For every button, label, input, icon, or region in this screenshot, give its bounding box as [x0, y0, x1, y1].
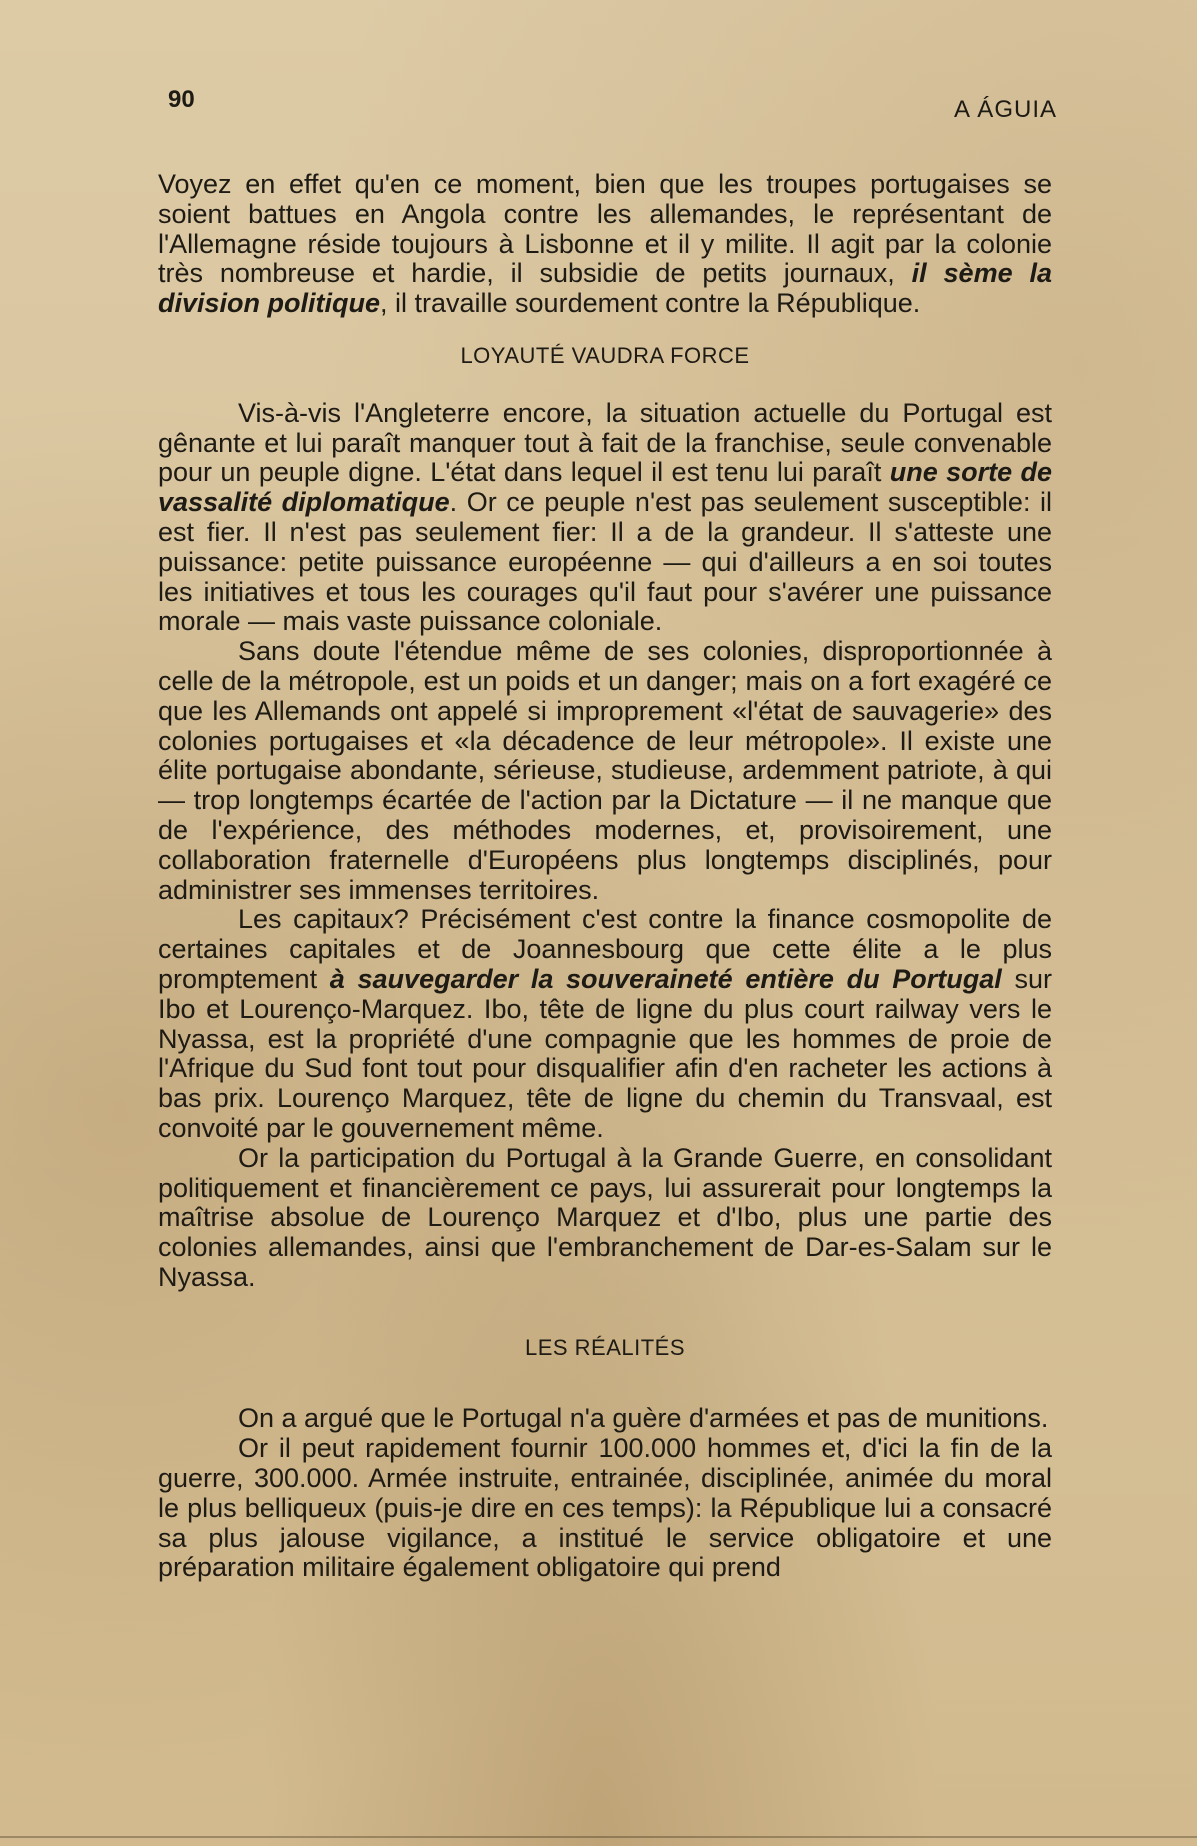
running-head: A ÁGUIA	[953, 96, 1057, 123]
paragraph: Sans doute l'étendue même de ses colonies, disproportionnée à celle de la métropole, est un poids et un danger; mais on a fort exagéré ce que les Allemands ont appelé si improprement «l'état de sauvagerie» des colonies portugaises et «la décadence de leur métropole». Il existe une élite portugaise abondante, sérieuse, studieuse, ardemment patriote, à qui — trop longtemps écartée de l'action par la Dictature — il ne manque que de l'expérience, des méthodes modernes, et, provisoirement, une collaboration fraternelle d'Européens plus longtemps disciplinés, pour administrer ses immenses territoires.	[158, 636, 1052, 905]
paragraph	[158, 905, 1052, 1143]
emphasis: à sauvegarder la souveraineté entière du Portugal	[329, 963, 1002, 994]
paragraph	[158, 170, 1052, 319]
page-number: 90	[168, 86, 195, 113]
text-run: sur Ibo et Lourenço-Marquez. Ibo, tête de ligne du plus court railway vers le Nyassa, est la propriété d'une compagnie que les hommes de proie de l'Afrique du Sud font tout pour disqualifier afin d'en racheter les actions à bas prix. Lourenço Marquez, tête de ligne du chemin du Transvaal, est convoité par le gouvernement même.	[158, 963, 1052, 1143]
page-edge-line	[0, 1836, 1197, 1838]
emphasis: il sème la division politique	[158, 258, 1052, 319]
emphasis: une sorte de vassalité diplomatique	[158, 457, 1052, 518]
paragraph: Or la participation du Portugal à la Grande Guerre, en consolidant politiquement et financièrement ce pays, lui assurerait pour longtemps la maîtrise absolue de Lourenço Marquez et d'Ibo, plus une partie des colonies allemandes, ainsi que l'embranchement de Dar-es-Salam sur le Nyassa.	[158, 1142, 1052, 1292]
section-heading: LES RÉALITÉS	[524, 1334, 686, 1360]
section-heading: LOYAUTÉ VAUDRA FORCE	[460, 342, 750, 368]
text-run: Voyez en effet qu'en ce moment, bien que les troupes portugaises se soient battues en Angola contre les allemandes, le représentant de l'Allemagne réside toujours à Lisbonne et il y milite. Il agit par la colonie très nombreuse et hardie, il subsidie de petits journaux,	[158, 169, 1052, 289]
text-run: . Or ce peuple n'est pas seulement susceptible: il est fier. Il n'est pas seulement fier: Il a de la grandeur. Il s'atteste une puissance: petite puissance européenne — qui d'ailleurs a en soi toutes les initiatives et tous les courages qu'il faut pour s'avérer une puissance morale — mais vaste puissance coloniale.	[158, 487, 1052, 637]
page-header	[168, 86, 1057, 126]
paragraph	[158, 399, 1052, 637]
body-text	[158, 170, 1052, 1583]
text-run: Les capitaux? Précisément c'est contre la finance cosmopolite de certaines capitales et de Joannesbourg que cette élite a le plus promptement	[158, 904, 1052, 994]
paragraph: On a argué que le Portugal n'a guère d'armées et pas de munitions.	[238, 1403, 1049, 1434]
paragraph: Or il peut rapidement fournir 100.000 hommes et, d'ici la fin de la guerre, 300.000. Armée instruite, entrainée, disciplinée, animée du moral le plus belliqueux (puis-je dire en ces temps): la République lui a consacré sa plus jalouse vigilance, a institué le service obligatoire et une préparation militaire également obligatoire qui prend	[158, 1433, 1052, 1583]
text-run: Vis-à-vis l'Angleterre encore, la situation actuelle du Portugal est gênante et lui paraît manquer tout à fait de la franchise, seule convenable pour un peuple digne. L'état dans lequel il est tenu lui paraît	[158, 397, 1052, 488]
text-run: , il travaille sourdement contre la République.	[380, 288, 921, 319]
